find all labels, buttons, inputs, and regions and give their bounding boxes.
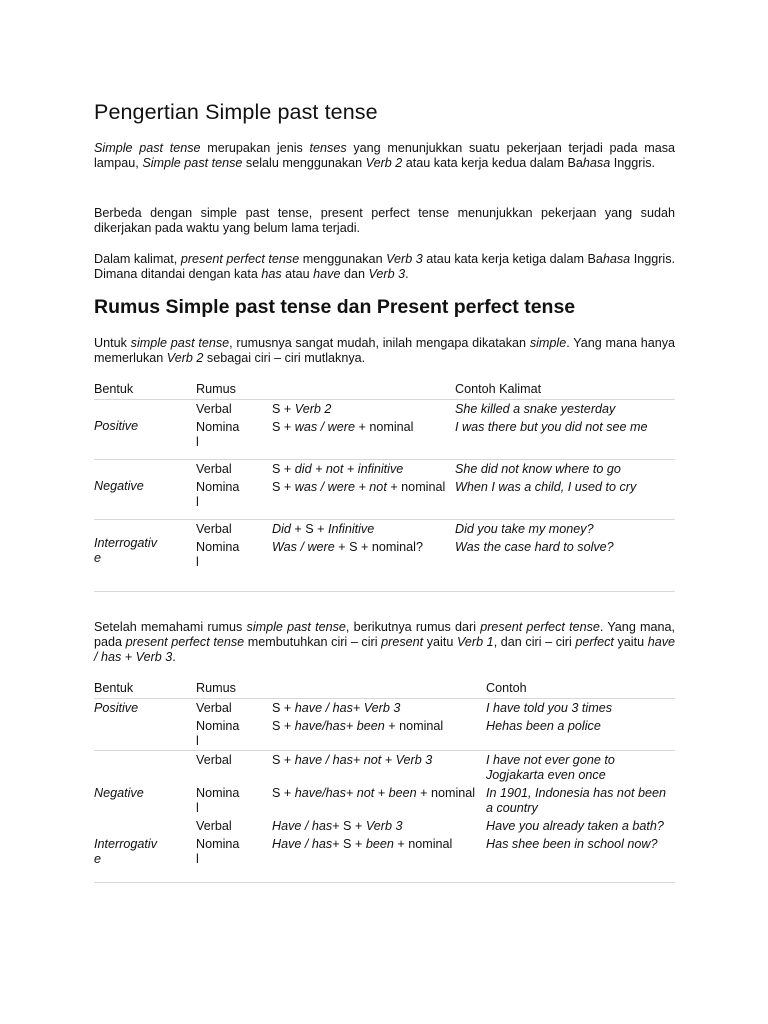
- present-perfect-table: [94, 679, 675, 883]
- table-cell: S + Verb 2: [272, 402, 332, 416]
- paragraph-formula-intro: Untuk simple past tense, rumusnya sangat mudah, inilah mengapa dikatakan simple. Yang mana hanya memerlukan Verb 2 sebagai ciri – ciri mutlaknya.: [94, 336, 676, 366]
- simple-past-table: [94, 380, 675, 592]
- table-cell: I was there but you did not see me: [455, 420, 648, 434]
- table-cell: Nomina l: [196, 540, 240, 569]
- table-cell: Have / has+ S + Verb 3: [272, 819, 403, 833]
- table-cell: Has shee been in school now?: [486, 837, 658, 851]
- table-row: [94, 817, 675, 835]
- table-cell: Was the case hard to solve?: [455, 540, 614, 554]
- paragraph-present-perfect: Dalam kalimat, present perfect tense menggunakan Verb 3 atau kata kerja ketiga dalam Bahasa Inggris. Dimana ditandai dengan kata has atau have dan Verb 3.: [94, 252, 676, 282]
- table-cell: [94, 817, 196, 835]
- table-cell: Did you take my money?: [455, 522, 594, 536]
- table-cell: Nomina l: [196, 837, 240, 866]
- paragraph-definition: Simple past tense merupakan jenis tenses yang menunjukkan suatu pekerjaan terjadi pada masa lampau, Simple past tense selalu menggunakan Verb 2 atau kata kerja kedua dalam Bahasa Inggris.: [94, 141, 675, 171]
- table-cell: Hehas been a police: [486, 717, 675, 751]
- table-cell: Nomina l: [196, 420, 240, 449]
- table-header: Bentuk: [94, 380, 196, 400]
- table-row: [94, 717, 675, 751]
- table-header: [272, 380, 455, 400]
- table-cell: I have told you 3 times: [486, 701, 613, 715]
- form-label-negative: Negative: [94, 786, 144, 800]
- table-cell: She did not know where to go: [455, 462, 621, 476]
- table-row: [94, 835, 675, 868]
- table-header: Rumus: [196, 380, 272, 400]
- table-cell: S + have / has+ not + Verb 3: [272, 753, 433, 767]
- table-row: [94, 751, 675, 785]
- table-cell: [94, 751, 196, 785]
- heading-formula: Rumus Simple past tense dan Present perfect tense: [94, 296, 576, 318]
- form-label-interrogative: Interrogativ e: [94, 536, 157, 565]
- table-cell: In 1901, Indonesia has not been a country: [486, 786, 666, 815]
- heading-simple-past: Pengertian Simple past tense: [94, 100, 378, 124]
- table-cell: S + have/has+ not + been + nominal: [272, 786, 476, 800]
- table-cell: Have / has+ S + been + nominal: [272, 837, 453, 851]
- table-cell: Nomina l: [196, 786, 240, 815]
- table-header: Contoh: [486, 679, 675, 699]
- table-cell: Have you already taken a bath?: [486, 819, 664, 833]
- table-row: [94, 400, 675, 419]
- table-cell: Verbal: [196, 701, 232, 715]
- table-header-row: [94, 380, 675, 400]
- form-label-interrogative: Interrogativ e: [94, 837, 157, 866]
- table-cell: Was / were + S + nominal?: [272, 540, 423, 554]
- table-header-row: [94, 679, 675, 699]
- form-label-positive: Positive: [94, 701, 139, 715]
- table-cell: S + was / were + nominal: [272, 420, 414, 434]
- table-header: Bentuk: [94, 679, 196, 699]
- table-row: [94, 520, 675, 539]
- table-cell: Nomina l: [196, 480, 240, 509]
- table-cell: Verbal: [196, 753, 232, 767]
- table-row: [94, 699, 675, 718]
- table-cell: When I was a child, I used to cry: [455, 480, 637, 494]
- paragraph-difference: Berbeda dengan simple past tense, present perfect tense menunjukkan pekerjaan yang sudah dikerjakan pada waktu yang belum lama terjadi.: [94, 206, 675, 236]
- table-cell: Verbal: [196, 462, 232, 476]
- table-cell: [94, 717, 196, 751]
- form-label-negative: Negative: [94, 478, 144, 493]
- table-cell: I have not ever gone to Jogjakarta even once: [486, 753, 615, 782]
- paragraph-present-perfect-intro: Setelah memahami rumus simple past tense, berikutnya rumus dari present perfect tense. Yang mana, pada present perfect tense membutuhkan ciri – ciri present yaitu Verb 1, dan ciri – ciri perfect yaitu have / has + Verb 3.: [94, 620, 676, 665]
- table-row: [94, 460, 675, 479]
- table-header: Rumus: [196, 679, 272, 699]
- table-header: Contoh Kalimat: [455, 380, 675, 400]
- table-cell: Nomina l: [196, 717, 272, 751]
- table-cell: S + have / has+ Verb 3: [272, 701, 401, 715]
- table-cell: S + was / were + not + nominal: [272, 480, 446, 494]
- table-cell: She killed a snake yesterday: [455, 402, 616, 416]
- table-header: [272, 679, 486, 699]
- table-cell: Verbal: [196, 819, 232, 833]
- form-label-positive: Positive: [94, 418, 139, 433]
- table-cell: S + did + not + infinitive: [272, 462, 404, 476]
- table-cell: Verbal: [196, 522, 232, 536]
- table-cell: Verbal: [196, 402, 232, 416]
- table-cell: S + have/has+ been + nominal: [272, 717, 486, 751]
- table-row: [94, 784, 675, 817]
- table-cell: Did + S + Infinitive: [272, 522, 375, 536]
